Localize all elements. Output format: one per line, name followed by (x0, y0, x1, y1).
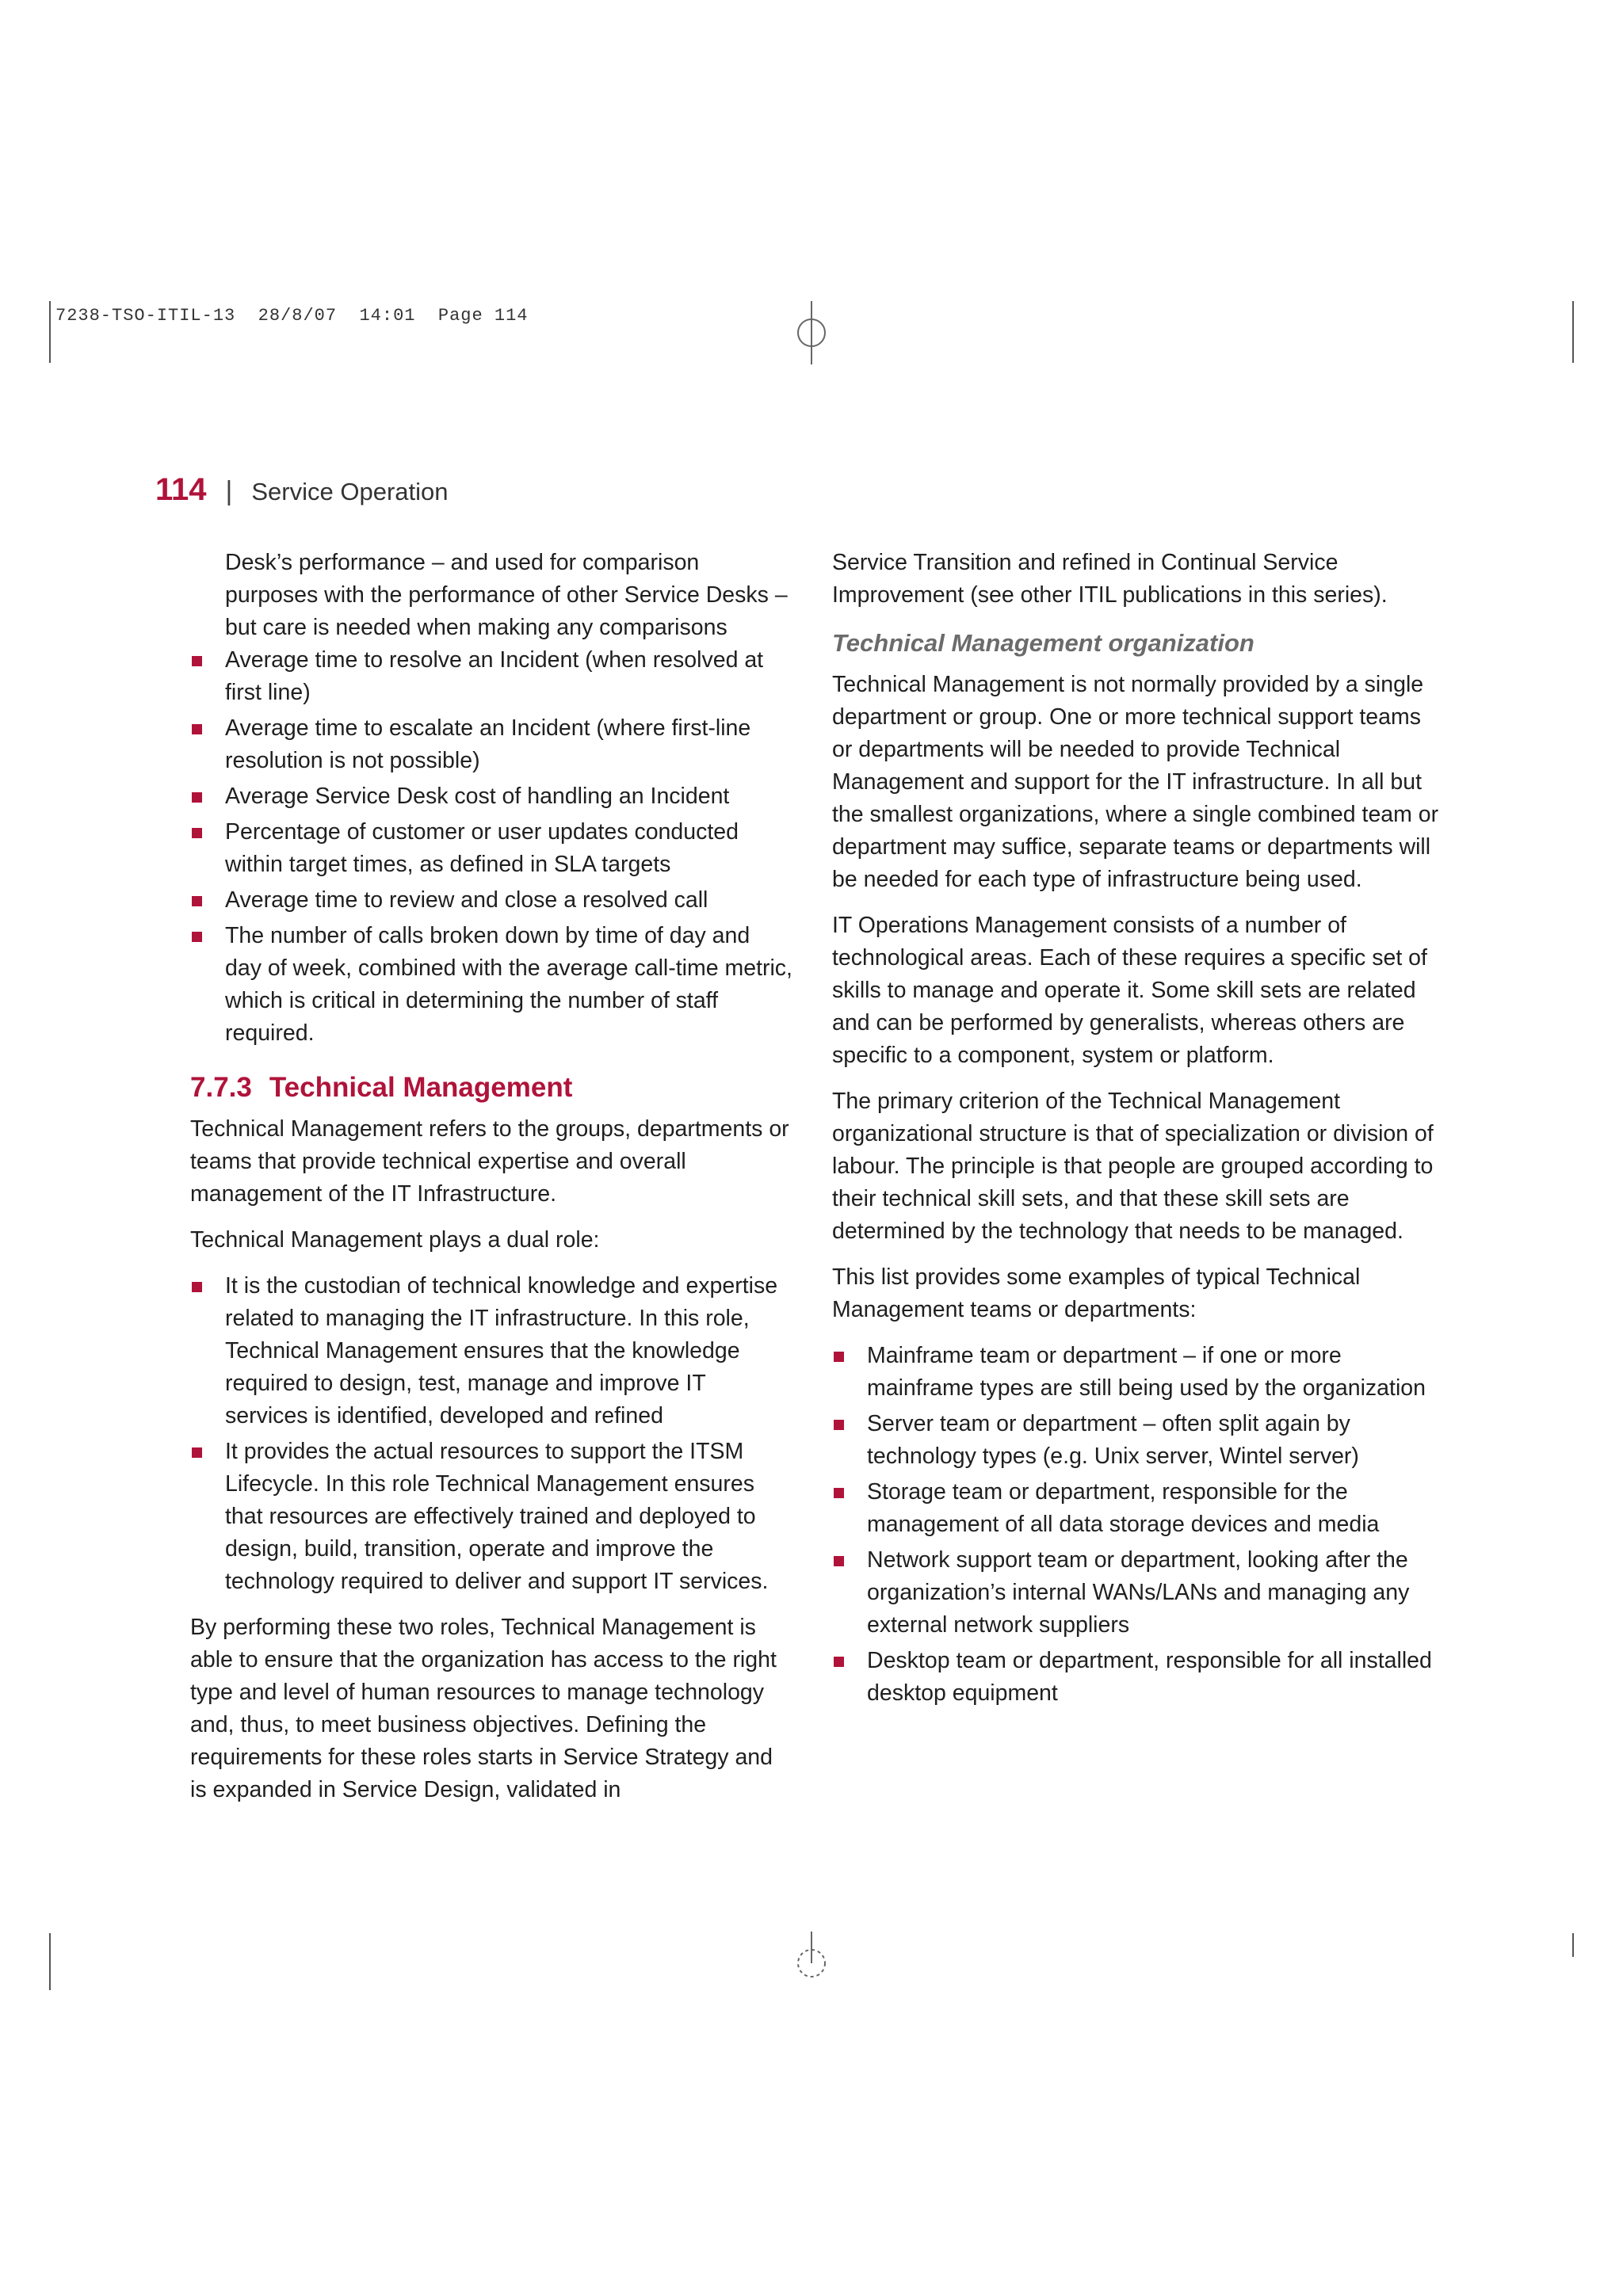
bullet-square-icon (192, 828, 202, 838)
bullet-square-icon (192, 896, 202, 906)
list-item: Average time to escalate an Incident (where first-line resolution is not possible) (190, 712, 792, 777)
printer-slug: 7238-TSO-ITIL-13 28/8/07 14:01 Page 114 (55, 306, 529, 326)
header-separator: | (225, 476, 233, 506)
paragraph: Technical Management plays a dual role: (190, 1227, 600, 1253)
right-column (832, 547, 1442, 1723)
teams-list (832, 1340, 1442, 1710)
paragraph: By performing these two roles, Technical Management is able to ensure that the organization has access to the right type and level of human resources to manage technology and, thus, to meet business objectives. Defining the requirements for these roles starts in Service Strategy and is expanded in Service Design, validated in (190, 1615, 777, 1802)
book-title: Service Operation (251, 478, 449, 505)
paragraph: The primary criterion of the Technical Management organizational structure is that of specialization or division of labour. The principle is that people are grouped according to their technical skill sets, and that these skill sets are determined by the technology that needs to be managed. (832, 1089, 1434, 1244)
metrics-list (190, 644, 792, 1050)
paragraph: Technical Management refers to the groups, departments or teams that provide technical expertise and overall management of the IT Infrastructure. (190, 1116, 789, 1207)
section-number: 7.7.3 (190, 1072, 252, 1103)
continued-bullet-text: Desk’s performance – and used for comparison purposes with the performance of other Service Desks – but care is needed when making any comparisons (225, 550, 788, 640)
list-item: It provides the actual resources to support the ITSM Lifecycle. In this role Technical Management ensures that resources are effectively trained and deployed to design, build, transition, operate and improve the technology required to deliver and support IT services. (190, 1436, 792, 1598)
list-item: The number of calls broken down by time of day and day of week, combined with the average call-time metric, which is critical in determining the number of staff required. (190, 920, 792, 1050)
list-item: Mainframe team or department – if one or more mainframe types are still being used by the organization (832, 1340, 1442, 1405)
bullet-square-icon (834, 1657, 844, 1667)
paragraph: This list provides some examples of typical Technical Management teams or departments: (832, 1264, 1361, 1322)
list-item: Average Service Desk cost of handling an Incident (190, 780, 792, 813)
subheading: Technical Management organization (832, 629, 1254, 657)
paragraph: IT Operations Management consists of a number of technological areas. Each of these requires a specific set of skills to manage and operate it. Some skill sets are related and can be performed by generalists, whereas others are specific to a component, system or platform. (832, 913, 1427, 1068)
bullet-square-icon (192, 792, 202, 803)
list-item: Storage team or department, responsible for the management of all data storage devices and media (832, 1476, 1442, 1541)
bullet-square-icon (192, 656, 202, 666)
list-item: Server team or department – often split again by technology types (e.g. Unix server, Wintel server) (832, 1408, 1442, 1473)
bullet-square-icon (834, 1488, 844, 1498)
bullet-square-icon (834, 1420, 844, 1430)
continued-paragraph: Service Transition and refined in Continual Service Improvement (see other ITIL publications in this series). (832, 550, 1388, 608)
crop-mark-bottom-left (49, 1933, 51, 1990)
bullet-square-icon (192, 1282, 202, 1292)
registration-mark-bottom-icon (792, 1932, 831, 1995)
list-item: Desktop team or department, responsible for all installed desktop equipment (832, 1645, 1442, 1710)
crop-mark-top-right (1572, 301, 1574, 363)
bullet-square-icon (192, 1447, 202, 1458)
crop-mark-top-left (49, 301, 51, 363)
list-item: Percentage of customer or user updates conducted within target times, as defined in SLA targets (190, 816, 792, 881)
list-item: It is the custodian of technical knowledge and expertise related to managing the IT infrastructure. In this role, Technical Management ensures that the knowledge required to design, test, manage and improve IT services is identified, developed and refined (190, 1270, 792, 1432)
bullet-square-icon (192, 932, 202, 942)
bullet-square-icon (192, 724, 202, 734)
bullet-square-icon (834, 1556, 844, 1566)
page-number: 114 (155, 472, 207, 507)
paragraph: Technical Management is not normally provided by a single department or group. One or more technical support teams or departments will be needed to provide Technical Management and support for the IT infrastructure. In all but the smallest organizations, where a single combined team or department may suffice, separate teams or departments will be needed for each type of infrastructure being used. (832, 672, 1439, 892)
list-item: Average time to resolve an Incident (when resolved at first line) (190, 644, 792, 709)
section-title: Technical Management (269, 1072, 573, 1103)
list-item: Network support team or department, looking after the organization’s internal WANs/LANs and managing any external network suppliers (832, 1544, 1442, 1642)
running-head (155, 472, 449, 508)
bullet-square-icon (834, 1352, 844, 1362)
roles-list (190, 1270, 792, 1598)
list-item: Average time to review and close a resolved call (190, 884, 792, 917)
crop-mark-bottom-right (1572, 1933, 1574, 1957)
registration-mark-top-icon (792, 301, 831, 364)
left-column (190, 547, 792, 1820)
section-heading (190, 1070, 792, 1105)
